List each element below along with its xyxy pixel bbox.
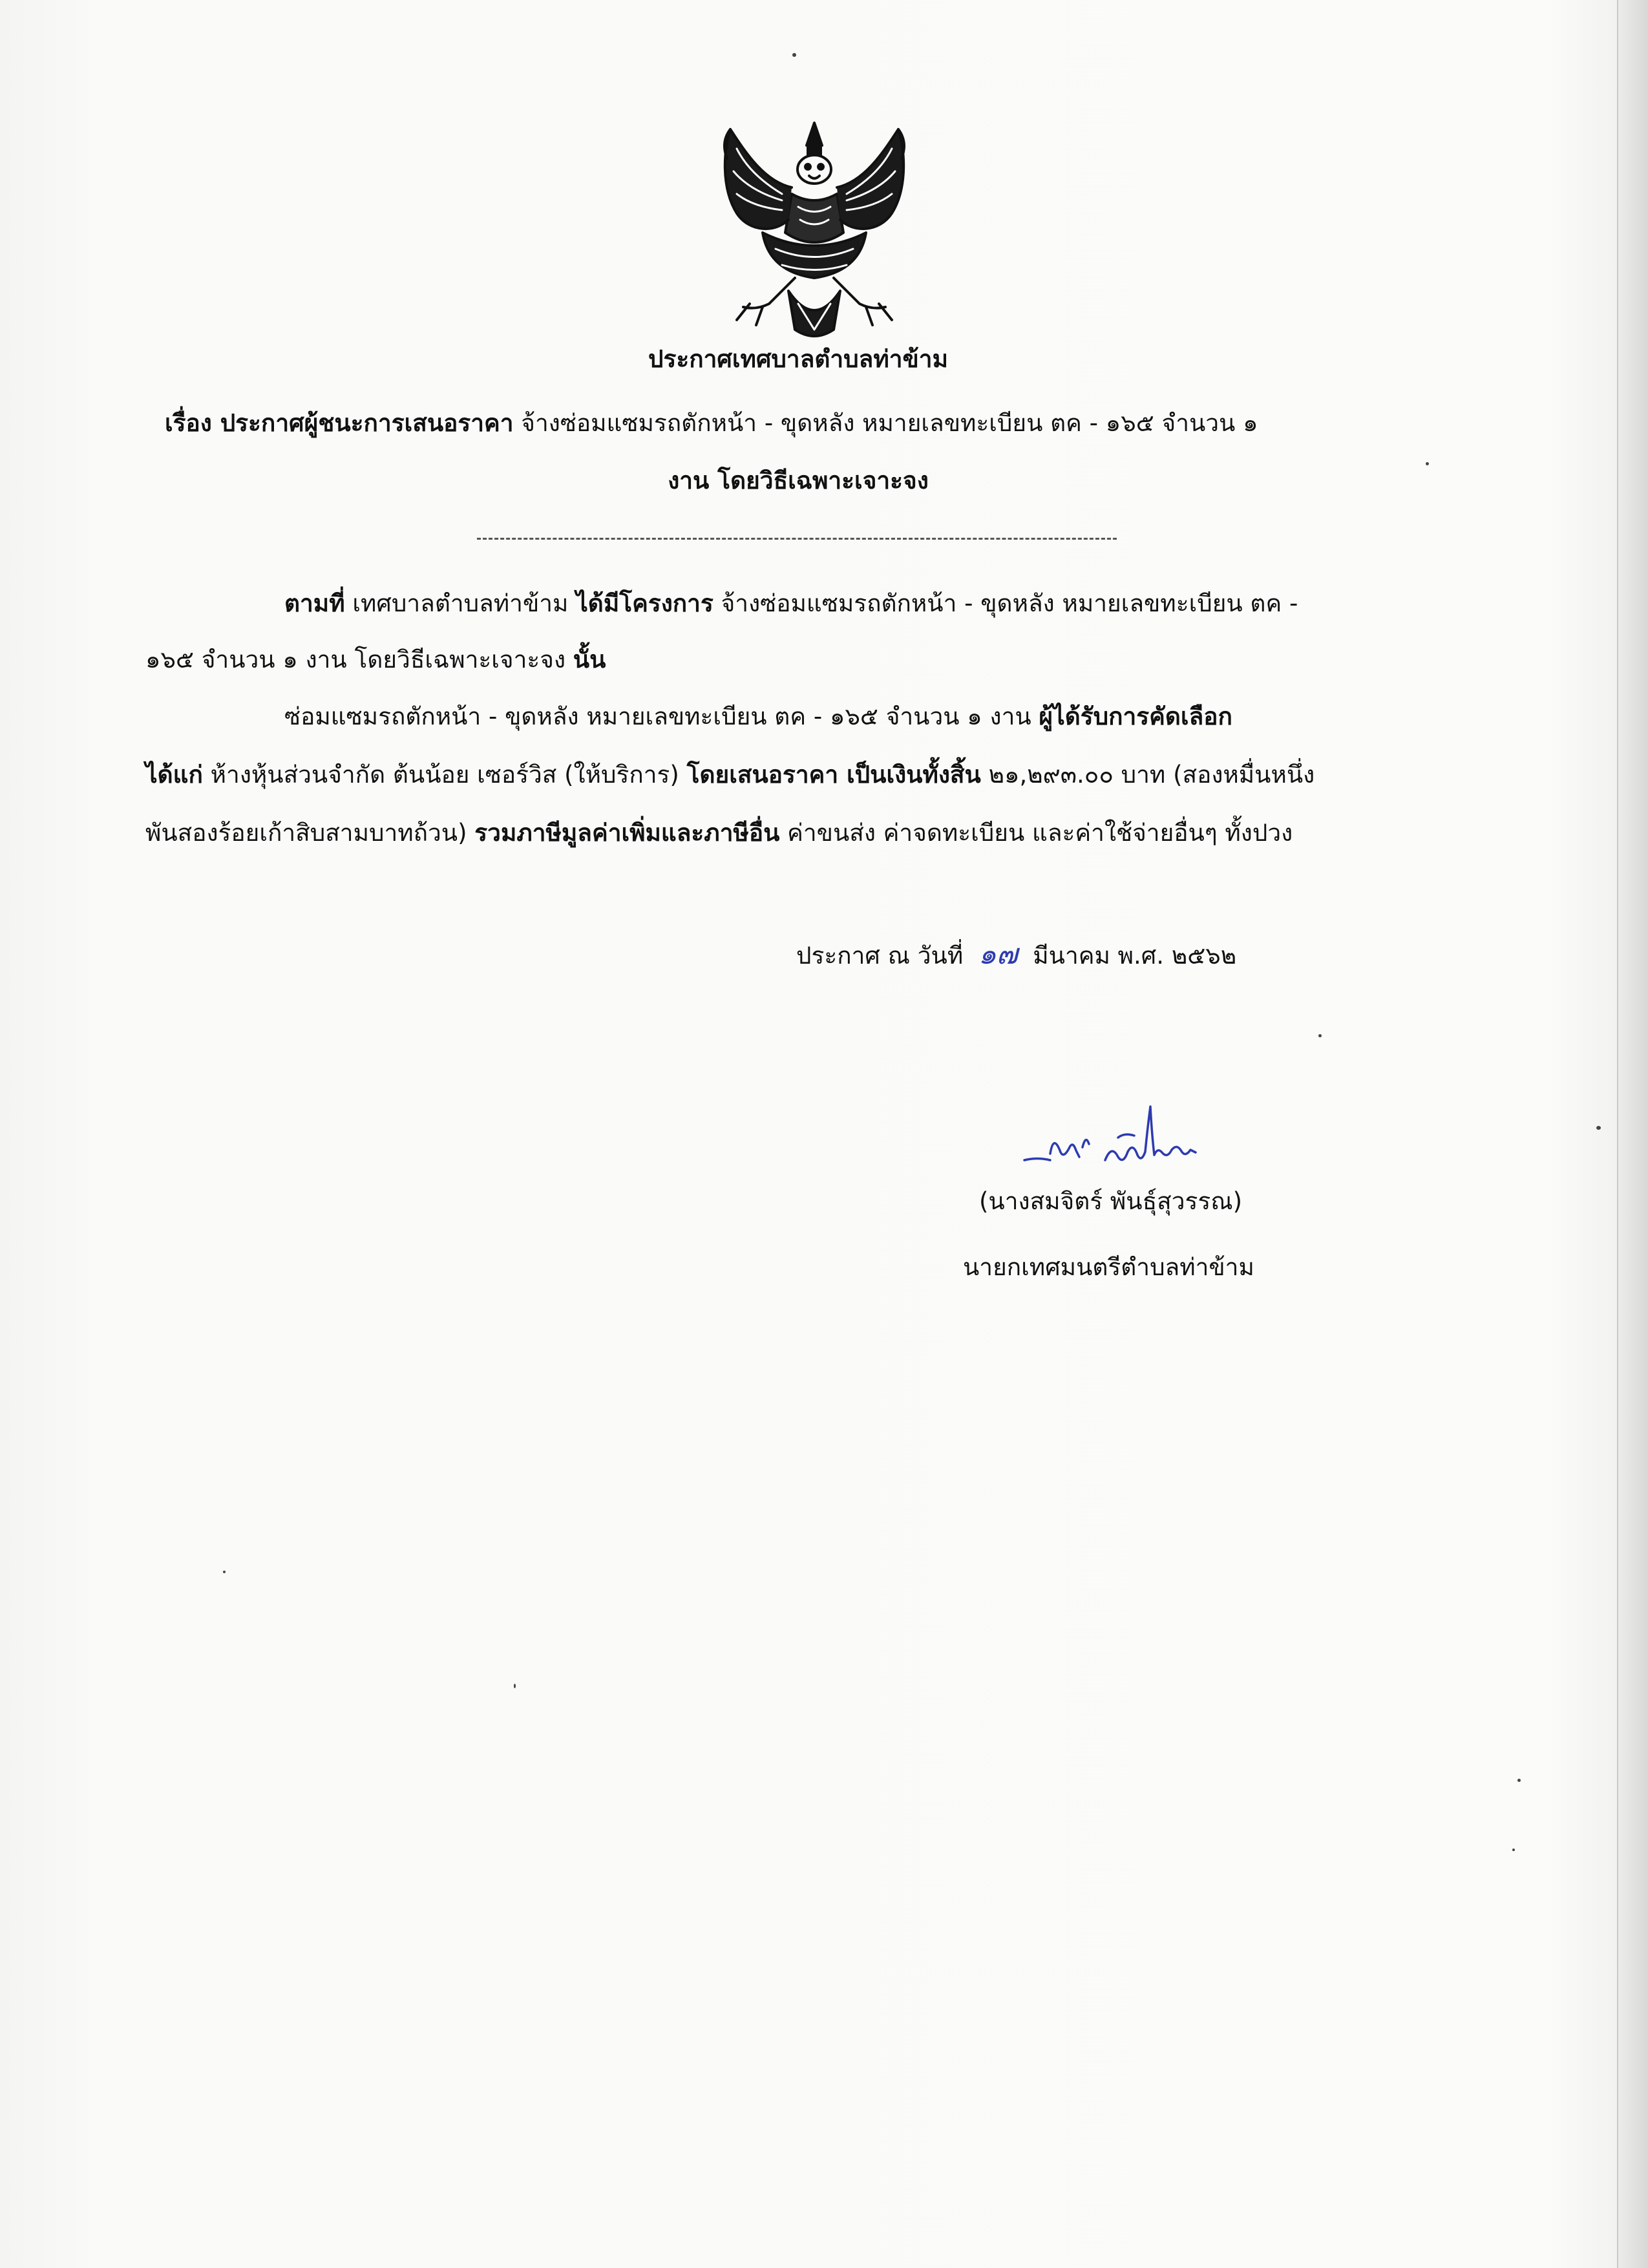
p2-bold: ผู้ได้รับการคัดเลือก bbox=[1039, 703, 1232, 730]
p3-text-1: พันสองร้อยเก้าสิบสามบาทถ้วน) bbox=[145, 819, 467, 847]
announcement-date bbox=[796, 940, 1236, 969]
garuda-emblem bbox=[685, 110, 944, 355]
p1-line-2-text: ๑๖๕ จำนวน ๑ งาน โดยวิธีเฉพาะเจาะจง bbox=[145, 646, 566, 673]
signatory-position: นายกเทศมนตรีตำบลท่าข้าม bbox=[963, 1253, 1254, 1281]
announce-prefix: ประกาศ ณ วันที่ bbox=[796, 942, 964, 970]
announce-month-year: มีนาคม พ.ศ. ๒๕๖๒ bbox=[1033, 942, 1237, 970]
document-title: ประกาศเทศบาลตำบลท่าข้าม bbox=[648, 345, 948, 373]
p2-text: ซ่อมแซมรถตักหน้า - ขุดหลัง หมายเลขทะเบียน ตค - ๑๖๕ จำนวน ๑ งาน bbox=[284, 703, 1031, 730]
subject-label: เรื่อง ประกาศผู้ชนะการเสนอราคา bbox=[165, 409, 514, 437]
p1-bold-1: ตามที่ bbox=[284, 589, 345, 617]
scan-speck bbox=[1318, 1034, 1322, 1037]
p1-text-2: จ้างซ่อมแซมรถตักหน้า - ขุดหลัง หมายเลขทะเบียน ตค - bbox=[721, 589, 1298, 617]
paragraph-2-line-2 bbox=[145, 763, 1315, 787]
subject-line bbox=[165, 411, 1258, 435]
scan-speck bbox=[1426, 462, 1429, 465]
scan-speck bbox=[223, 1571, 226, 1573]
p3-text-2: ค่าขนส่ง ค่าจดทะเบียน และค่าใช้จ่ายอื่นๆ ทั้งปวง bbox=[787, 819, 1293, 847]
paragraph-2-line-1 bbox=[284, 705, 1232, 728]
paragraph-1-line-1 bbox=[284, 591, 1298, 615]
p1-text-1: เทศบาลตำบลท่าข้าม bbox=[352, 589, 569, 617]
p2b-bold-2: โดยเสนอราคา เป็นเงินทั้งสิ้น bbox=[686, 761, 981, 789]
paragraph-1-line-2 bbox=[145, 648, 606, 672]
p2b-text-1: ห้างหุ้นส่วนจำกัด ต้นน้อย เซอร์วิส (ให้บริการ) bbox=[210, 761, 679, 789]
scan-speck bbox=[1512, 1849, 1515, 1851]
paragraph-2-line-3 bbox=[145, 821, 1293, 845]
subject-line-2: งาน โดยวิธีเฉพาะเจาะจง bbox=[668, 467, 929, 494]
scan-edge bbox=[1617, 0, 1648, 2268]
handwritten-signature bbox=[1021, 1099, 1228, 1183]
separator-line bbox=[477, 538, 1117, 540]
p2b-text-2: ๒๑,๒๙๓.๐๐ บาท (สองหมื่นหนึ่ง bbox=[988, 761, 1315, 789]
p2b-bold-1: ได้แก่ bbox=[145, 761, 203, 789]
p1-line-2-bold: นั้น bbox=[573, 646, 606, 673]
scan-speck bbox=[514, 1684, 516, 1688]
signatory-name: (นางสมจิตร์ พันธุ์สุวรรณ) bbox=[979, 1187, 1243, 1215]
handwritten-day: ๑๗ bbox=[978, 938, 1018, 971]
scan-speck bbox=[1596, 1126, 1601, 1130]
scan-speck bbox=[1517, 1779, 1521, 1782]
p3-bold: รวมภาษีมูลค่าเพิ่มและภาษีอื่น bbox=[474, 819, 780, 847]
subject-text: จ้างซ่อมแซมรถตักหน้า - ขุดหลัง หมายเลขทะเบียน ตค - ๑๖๕ จำนวน ๑ bbox=[521, 409, 1258, 437]
scan-speck bbox=[792, 53, 796, 57]
p1-bold-2: ได้มีโครงการ bbox=[576, 589, 713, 617]
